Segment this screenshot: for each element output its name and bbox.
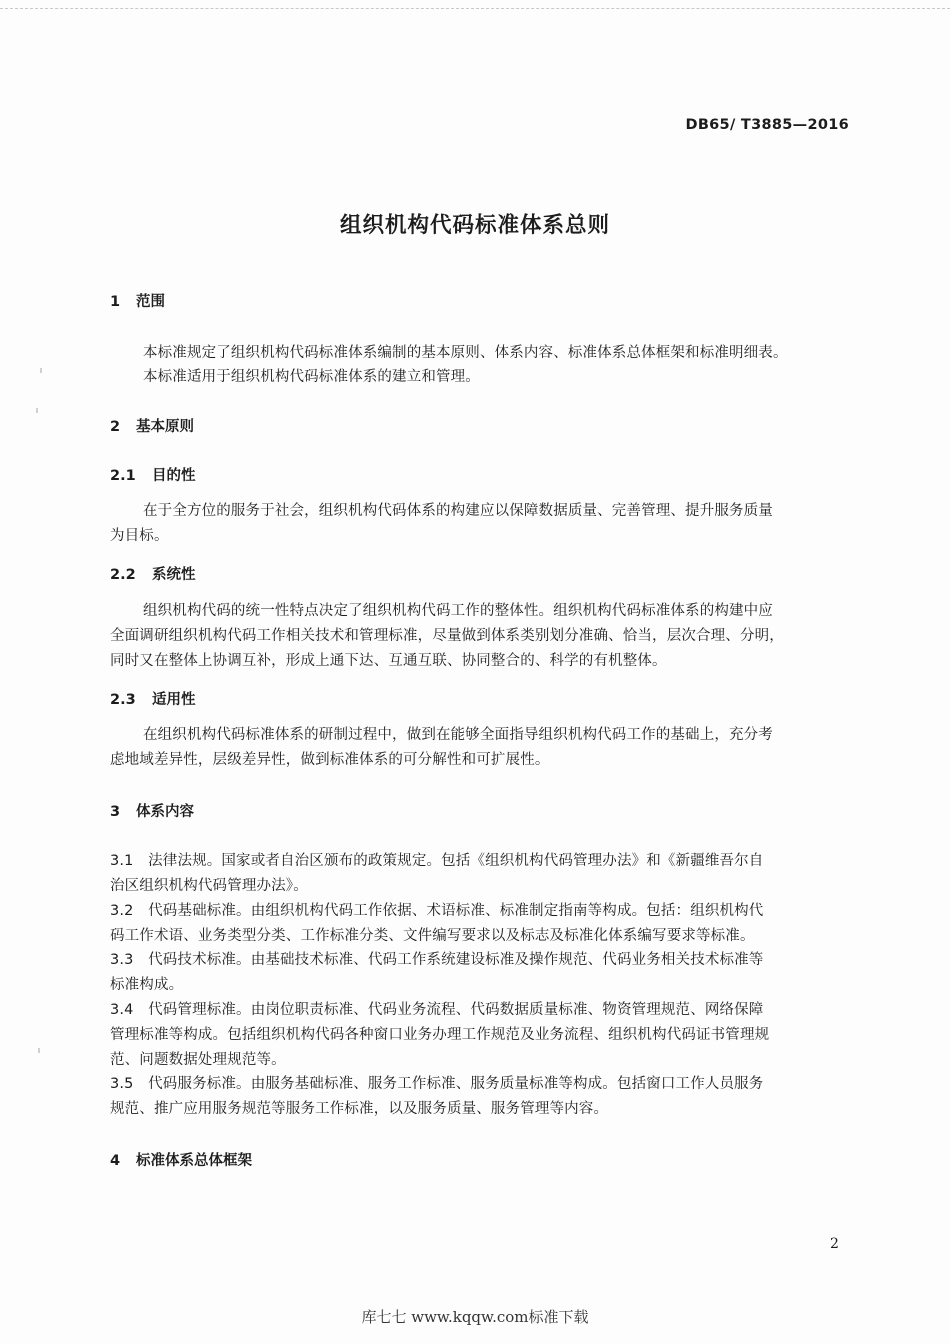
paragraph-line: 范、问题数据处理规范等。	[110, 1052, 286, 1068]
paragraph-line: 规范、推广应用服务规范等服务工作标准，以及服务质量、服务管理等内容。	[110, 1101, 609, 1117]
paragraph-line: 本标准适用于组织机构代码标准体系的建立和管理。	[143, 369, 480, 385]
paragraph-line: 虑地域差异性，层级差异性，做到标准体系的可分解性和可扩展性。	[110, 752, 550, 768]
paragraph-line: 在组织机构代码标准体系的研制过程中，做到在能够全面指导组织机构代码工作的基础上，充分考	[143, 727, 773, 743]
paragraph-line: 全面调研组织机构代码工作相关技术和管理标准，尽量做到体系类别划分准确、恰当，层次合理、分明，	[110, 628, 784, 644]
paragraph-line: 3.2 代码基础标准。由组织机构代码工作依据、术语标准、标准制定指南等构成。包括：组织机构代	[110, 903, 764, 919]
section-2-2-heading: 2.2 系统性	[110, 567, 196, 583]
section-1-heading: 1 范围	[110, 294, 165, 310]
paragraph-line: 本标准规定了组织机构代码标准体系编制的基本原则、体系内容、标准体系总体框架和标准明细表。	[143, 345, 788, 361]
scan-speck	[36, 408, 38, 413]
section-2-1-heading: 2.1 目的性	[110, 468, 196, 484]
paragraph-line: 3.4 代码管理标准。由岗位职责标准、代码业务流程、代码数据质量标准、物资管理规范、网络保障	[110, 1002, 764, 1018]
section-4-heading: 4 标准体系总体框架	[110, 1153, 252, 1169]
paragraph-line: 3.3 代码技术标准。由基础技术标准、代码工作系统建设标准及操作规范、代码业务相关技术标准等	[110, 952, 764, 968]
paragraph-line: 同时又在整体上协调互补，形成上通下达、互通互联、协同整合的、科学的有机整体。	[110, 653, 667, 669]
paragraph-line: 标准构成。	[110, 977, 184, 993]
document-title: 组织机构代码标准体系总则	[339, 213, 610, 238]
section-2-heading: 2 基本原则	[110, 419, 194, 435]
paragraph-line: 3.5 代码服务标准。由服务基础标准、服务工作标准、服务质量标准等构成。包括窗口工作人员服务	[110, 1076, 764, 1092]
paragraph-line: 码工作术语、业务类型分类、工作标准分类、文件编写要求以及标志及标准化体系编写要求等标准。	[110, 928, 755, 944]
paragraph-line: 治区组织机构代码管理办法》。	[110, 878, 308, 894]
paragraph-line: 为目标。	[110, 528, 169, 544]
section-2-3-heading: 2.3 适用性	[110, 692, 196, 708]
paragraph-line: 管理标准等构成。包括组织机构代码各种窗口业务办理工作规范及业务流程、组织机构代码证书管理规	[110, 1027, 770, 1043]
scan-speck	[38, 1048, 40, 1053]
page-number: 2	[830, 1236, 839, 1252]
paragraph-line: 组织机构代码的统一性特点决定了组织机构代码工作的整体性。组织机构代码标准体系的构建中应	[143, 603, 773, 619]
scan-speck	[40, 368, 42, 373]
section-3-heading: 3 体系内容	[110, 804, 194, 820]
scan-top-edge	[0, 0, 950, 9]
paragraph-line: 3.1 法律法规。国家或者自治区颁布的政策规定。包括《组织机构代码管理办法》和《新疆维吾尔自	[110, 853, 764, 869]
footer-watermark: 库七七 www.kqqw.com标准下载	[361, 1308, 589, 1326]
standard-code: DB65/ T3885—2016	[685, 117, 849, 133]
paragraph-line: 在于全方位的服务于社会，组织机构代码体系的构建应以保障数据质量、完善管理、提升服务质量	[143, 503, 773, 519]
